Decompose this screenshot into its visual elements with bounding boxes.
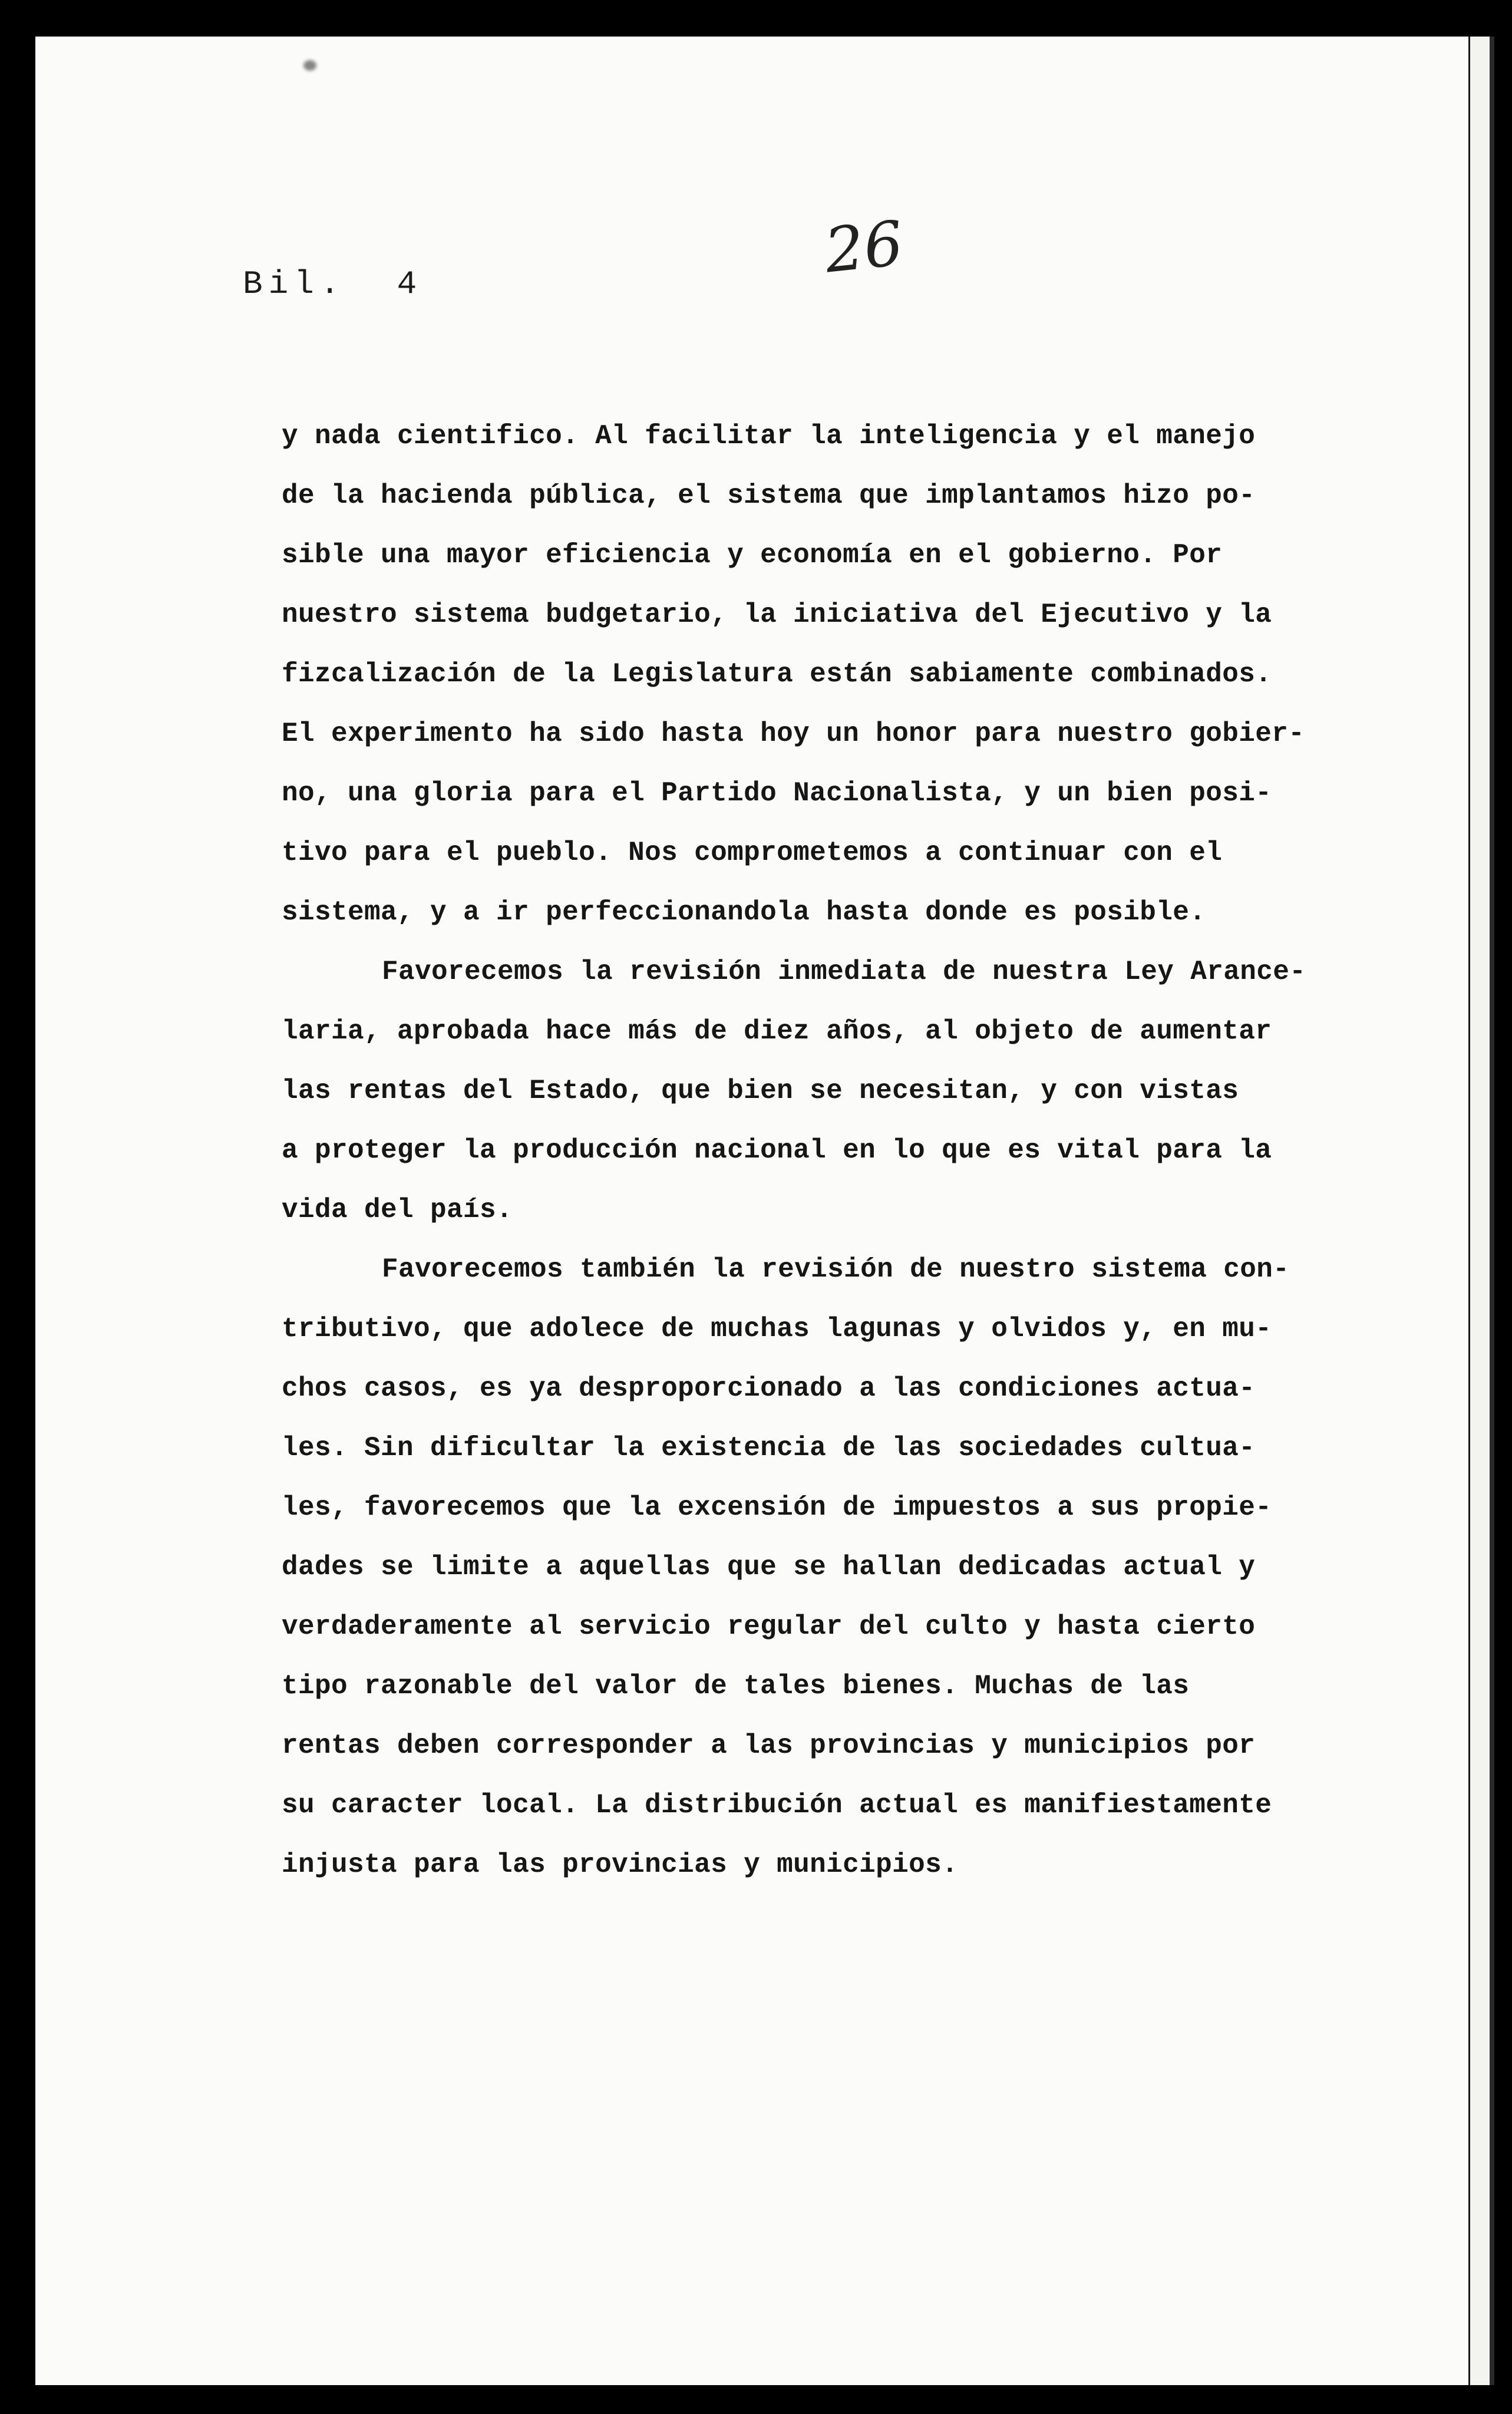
text-line: laria, aprobada hace más de diez años, al objeto de aumentar: [282, 1016, 1272, 1047]
text-line: sistema, y a ir perfeccionandola hasta donde es posible.: [282, 897, 1206, 928]
text-line: tivo para el pueblo. Nos comprometemos a continuar con el: [282, 837, 1223, 868]
text-line: dades se limite a aquellas que se hallan dedicadas actual y: [282, 1552, 1256, 1582]
text-line: no, una gloria para el Partido Nacionalista, y un bien posi-: [282, 778, 1272, 809]
text-line: sible una mayor eficiencia y economía en el gobierno. Por: [282, 540, 1223, 570]
text-line: El experimento ha sido hasta hoy un honor para nuestro gobier-: [282, 718, 1305, 749]
body-text: [282, 407, 1401, 1895]
text-line: verdaderamente al servicio regular del culto y hasta cierto: [282, 1611, 1256, 1642]
document-page: [35, 37, 1468, 2385]
text-line: injusta para las provincias y municipios.: [282, 1849, 959, 1880]
handwritten-page-number: 26: [821, 207, 907, 287]
text-line: su caracter local. La distribución actual es manifiestamente: [282, 1790, 1272, 1821]
text-line: vida del país.: [282, 1195, 513, 1225]
text-line: rentas deben corresponder a las provincias y municipios por: [282, 1730, 1256, 1761]
scan-speck: [303, 60, 316, 71]
text-line: las rentas del Estado, que bien se necesitan, y con vistas: [282, 1076, 1239, 1106]
text-line: y nada cientifico. Al facilitar la inteligencia y el manejo: [282, 421, 1256, 451]
text-line: chos casos, es ya desproporcionado a las condiciones actua-: [282, 1373, 1256, 1404]
page-edge-shadow: [1490, 37, 1494, 2385]
page-edge-strip: [1468, 37, 1491, 2385]
text-line: tributivo, que adolece de muchas lagunas y olvidos y, en mu-: [282, 1314, 1272, 1344]
text-line: Favorecemos la revisión inmediata de nuestra Ley Arance-: [382, 957, 1306, 987]
text-line: de la hacienda pública, el sistema que implantamos hizo po-: [282, 480, 1256, 511]
text-line: tipo razonable del valor de tales bienes. Muchas de las: [282, 1671, 1190, 1701]
text-line: a proteger la producción nacional en lo que es vital para la: [282, 1135, 1272, 1166]
text-line: les, favorecemos que la excensión de impuestos a sus propie-: [282, 1492, 1272, 1523]
text-line: fizcalización de la Legislatura están sabiamente combinados.: [282, 659, 1272, 690]
text-line: les. Sin dificultar la existencia de las sociedades cultua-: [282, 1433, 1256, 1463]
text-line: Favorecemos también la revisión de nuestro sistema con-: [382, 1254, 1290, 1285]
page-header-label: Bil. 4: [243, 265, 423, 303]
text-line: nuestro sistema budgetario, la iniciativa del Ejecutivo y la: [282, 599, 1272, 630]
